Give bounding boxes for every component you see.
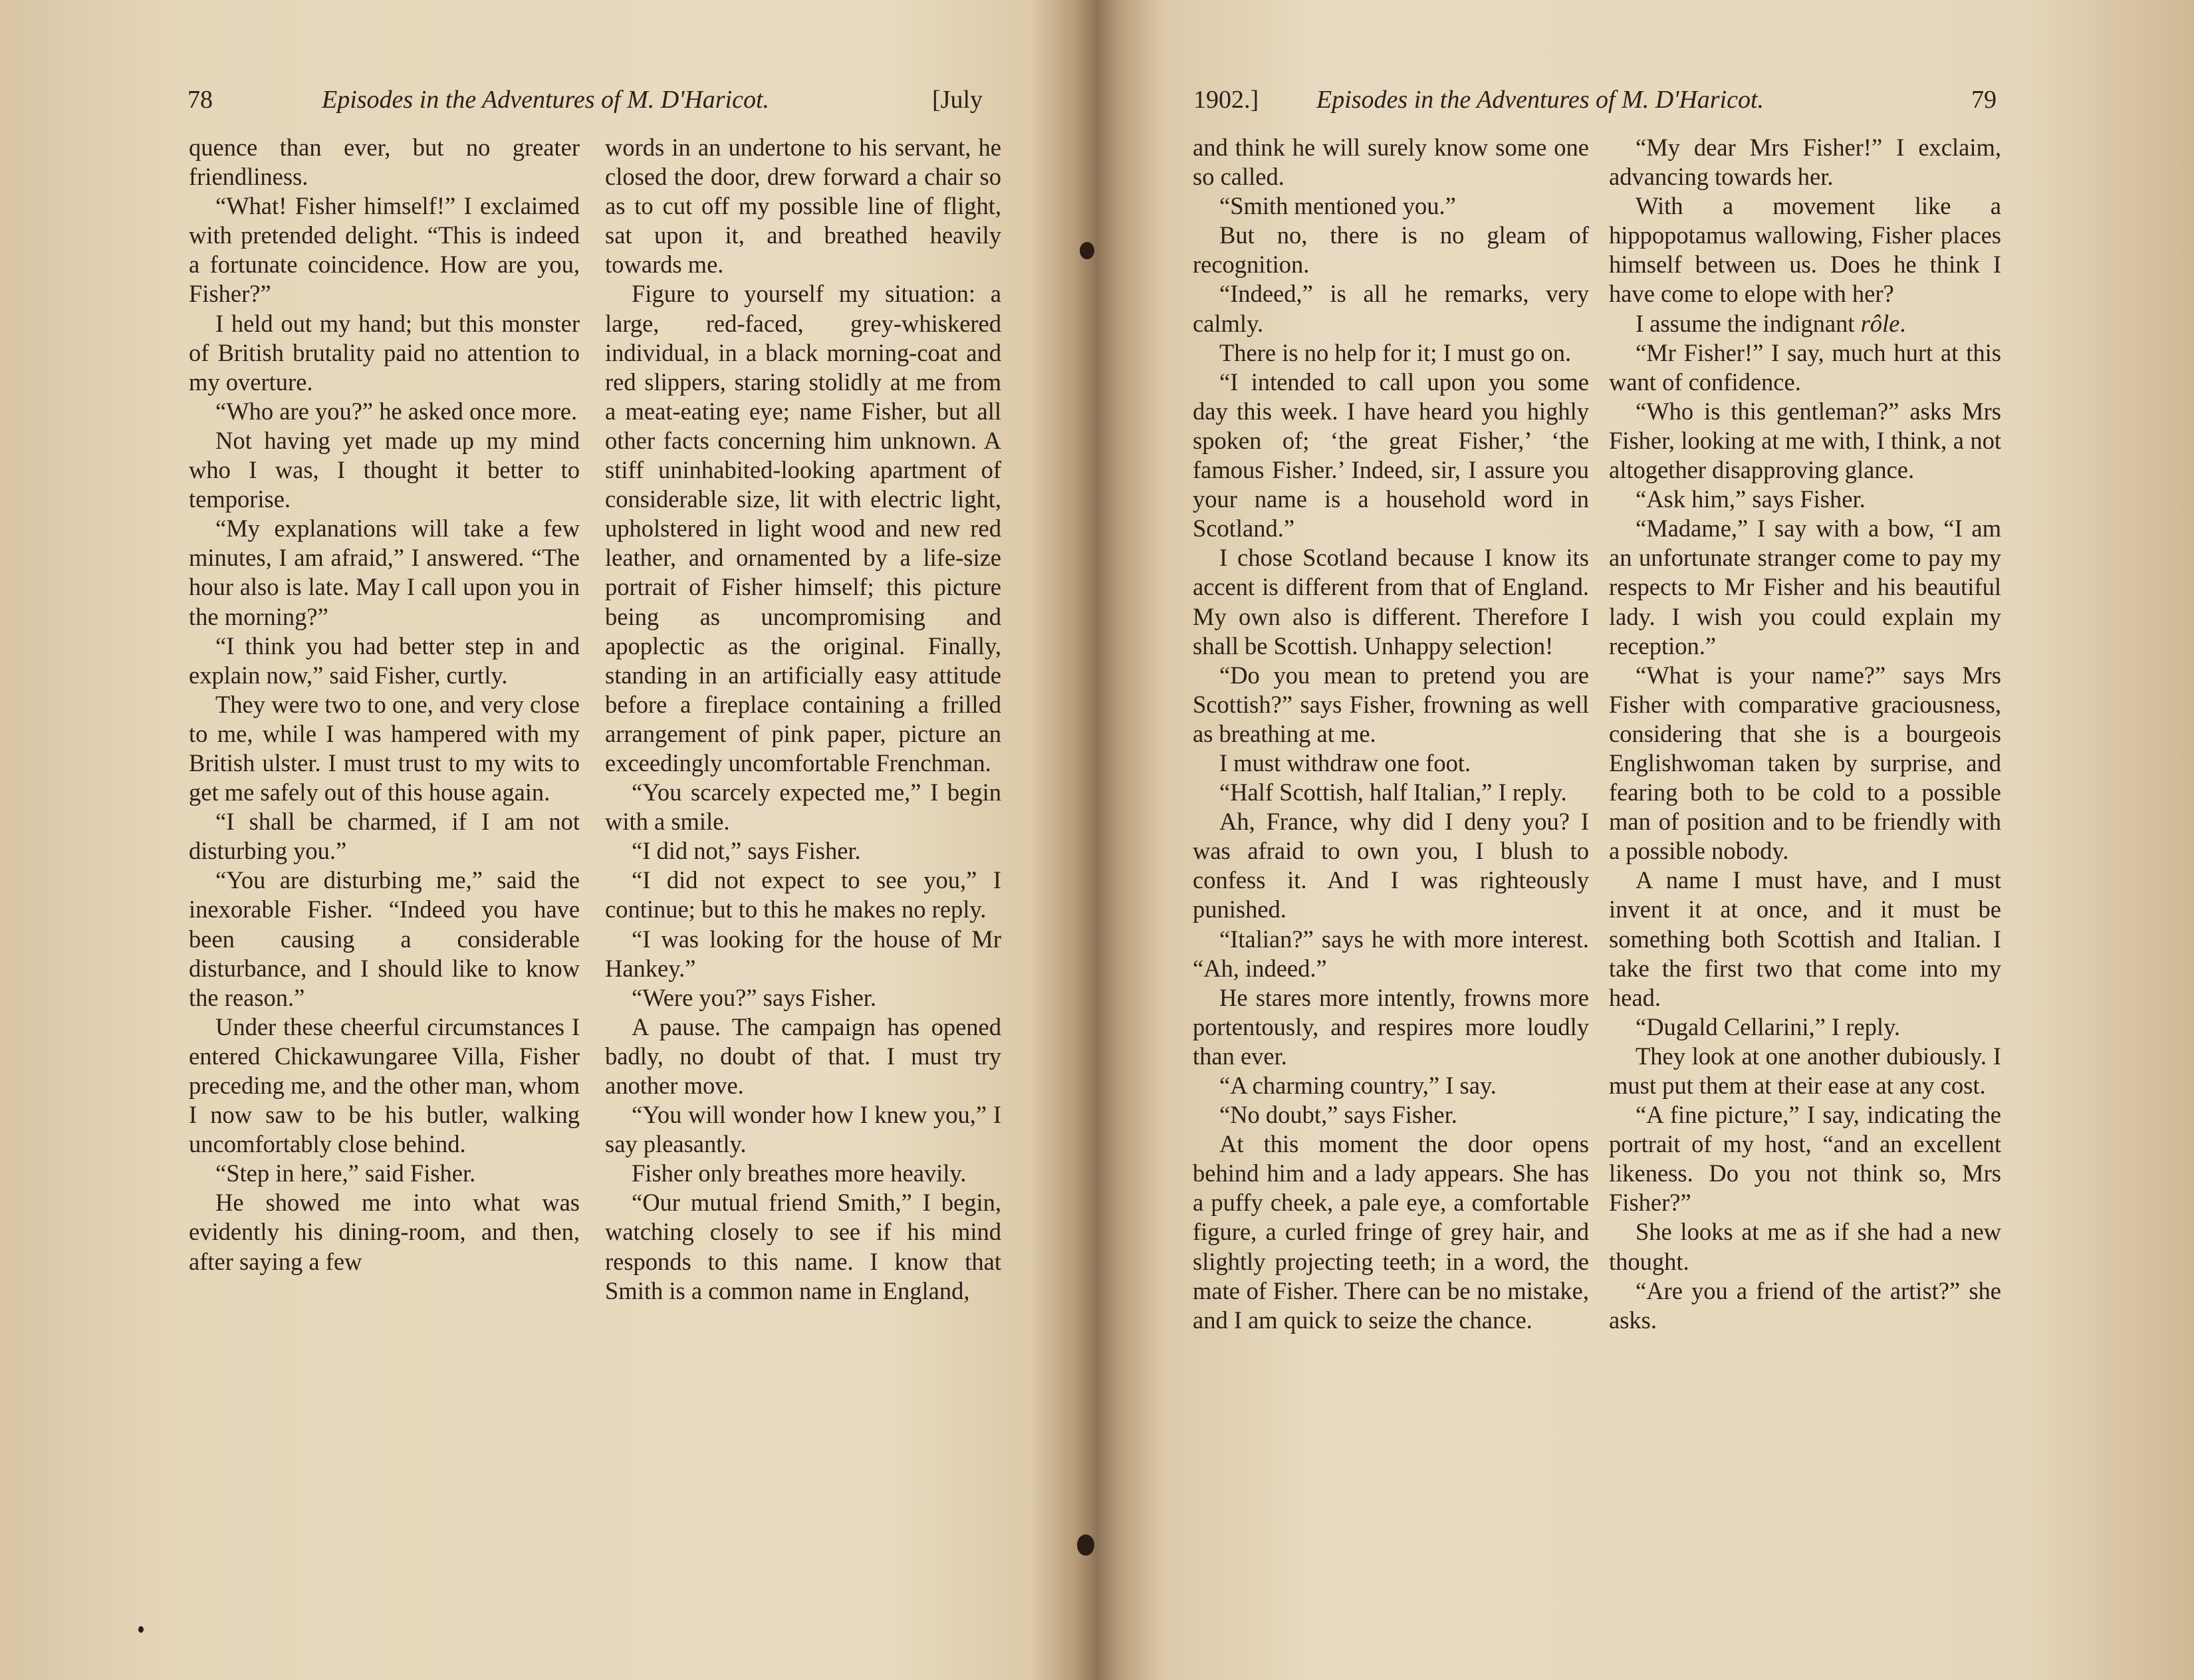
paragraph: “A fine picture,” I say, indicating the portrait of my host, “and an excellent likeness. Do you not think so, Mrs Fisher?” [1609,1101,2001,1217]
paragraph: “Who are you?” he asked once more. [215,397,578,425]
running-title: Episodes in the Adventures of M. D'Haricot. [322,86,770,114]
paragraph: Fisher only breathes more heavily. [632,1159,967,1187]
paragraph: But no, there is no gleam of recognition. [1193,221,1589,279]
paragraph: “I was looking for the house of Mr Hankey.” [605,925,1001,982]
role-text-before: I assume the indignant [1636,309,1861,337]
paragraph: At this moment the door opens behind him and a lady appears. She has a puffy cheek, a pale eye, a comfortable figure, a curled fringe of grey hair, and slightly projecting teeth; in a word, the mate of Fisher. There can be no mistake, and I am quick to seize the chance. [1193,1130,1589,1334]
paragraph: “Do you mean to pretend you are Scottish?” says Fisher, frowning as well as breathing at me. [1193,661,1589,747]
paragraph: A name I must have, and I must invent it at once, and it must be something both Scottish and Italian. I take the first two that come into my head. [1609,866,2001,1011]
paragraph: “What! Fisher himself!” I exclaimed with pretended delight. “This is indeed a fortunate coincidence. How are you, Fisher?” [189,192,580,308]
paragraph: Ah, France, why did I deny you? I was afraid to own you, I blush to confess it. And I was righteously punished. [1193,808,1589,923]
paragraph: A pause. The campaign has opened badly, no doubt of that. I must try another move. [605,1013,1001,1099]
paragraph: “You are disturbing me,” said the inexorable Fisher. “Indeed you have been causing a considerable disturbance, and I should like to know the reason.” [189,866,580,1011]
header-date: 1902.] [1193,86,1259,114]
paragraph: “Step in here,” said Fisher. [215,1159,476,1187]
paragraph: There is no help for it; I must go on. [1219,338,1572,366]
paragraph: words in an undertone to his servant, he closed the door, drew forward a chair so as to cut off my possible line of flight, sat upon it, and breathed heavily towards me. [605,134,1001,279]
paragraph: He showed me into what was evidently his dining-room, and then, after saying a few [189,1189,580,1275]
paragraph: “I think you had better step in and explain now,” said Fisher, curtly. [189,632,580,689]
paragraph: “Mr Fisher!” I say, much hurt at this want of confidence. [1609,338,2001,396]
paragraph-role [1609,309,2001,338]
right-column-2 [1609,133,2001,1335]
paragraph: “I intended to call upon you some day this week. I have heard you highly spoken of; ‘the great Fisher,’ ‘the famous Fisher.’ Indeed, sir, I assure you your name is a household word in Scotland.” [1193,368,1589,542]
paragraph: quence than ever, but no greater friendliness. [189,134,580,191]
paragraph: He stares more intently, frowns more portentously, and respires more loudly than ever. [1193,983,1589,1070]
left-page [0,0,1090,1680]
paragraph: “Half Scottish, half Italian,” I reply. [1219,779,1567,806]
paragraph: “A charming country,” I say. [1219,1072,1497,1099]
paragraph: They look at one another dubiously. I must put them at their ease at any cost. [1609,1042,2001,1099]
paragraph: “I did not,” says Fisher. [632,837,861,865]
header-date: [July [932,86,983,114]
paragraph: I must withdraw one foot. [1219,749,1471,777]
paragraph: “Smith mentioned you.” [1219,192,1456,220]
paragraph: “Italian?” says he with more interest. “Ah, indeed.” [1193,925,1589,982]
paragraph: “What is your name?” says Mrs Fisher with comparative graciousness, considering that she is a bourgeois Englishwoman taken by surprise, and fearing both to be cold to a possible man of position and to be friendly with a possible nobody. [1609,661,2001,865]
left-page-header [0,80,1090,120]
left-column-2 [605,133,1001,1306]
ink-speck [1077,1534,1094,1556]
right-page [1090,0,2194,1680]
paragraph: Figure to yourself my situation: a large, red-faced, grey-whiskered individual, in a black morning-coat and red slippers, staring stolidly at me from a meat-eating eye; name Fisher, but all other facts concerning him unknown. A stiff uninhabited-looking apartment of considerable size, lit with electric light, upholstered in light wood and new red leather, and ornamented by a life-size portrait of Fisher himself; this picture being as uncompromising and apoplectic as the original. Finally, standing in an artificially easy attitude before a fireplace containing a frilled arrangement of pink paper, picture an exceedingly uncomfortable Frenchman. [605,280,1001,777]
paragraph: “You scarcely expected me,” I begin with a smile. [605,779,1001,836]
right-column-1 [1193,133,1589,1335]
role-text-after: . [1899,309,1906,337]
paragraph: “Who is this gentleman?” asks Mrs Fisher, looking at me with, I think, a not altogether disapproving glance. [1609,397,2001,484]
paragraph: “My dear Mrs Fisher!” I exclaim, advancing towards her. [1609,134,2001,191]
paragraph: “Indeed,” is all he remarks, very calmly. [1193,280,1589,337]
paragraph: “Were you?” says Fisher. [632,983,877,1011]
paragraph: “Ask him,” says Fisher. [1636,485,1866,513]
page-number: 79 [1971,86,1997,114]
paragraph: “My explanations will take a few minutes, I am afraid,” I answered. “The hour also is late. May I call upon you in the morning?” [189,515,580,630]
paragraph: Not having yet made up my mind who I was, I thought it better to temporise. [189,426,580,513]
paragraph: I held out my hand; but this monster of British brutality paid no attention to my overture. [189,309,580,396]
paragraph: “I did not expect to see you,” I continue; but to this he makes no reply. [605,866,1001,923]
paragraph: They were two to one, and very close to me, while I was hampered with my British ulster. I must trust to my wits to get me safely out of this house again. [189,690,580,806]
page-number: 78 [187,86,213,114]
paragraph: With a movement like a hippopotamus wallowing, Fisher places himself between us. Does he think I have come to elope with her? [1609,192,2001,308]
paragraph: “Are you a friend of the artist?” she asks. [1609,1276,2001,1334]
paragraph: She looks at me as if she had a new thought. [1609,1218,2001,1275]
paragraph: “No doubt,” says Fisher. [1219,1101,1457,1129]
paragraph: “You will wonder how I knew you,” I say pleasantly. [605,1101,1001,1158]
role-text-italic: rôle [1860,309,1900,337]
ink-speck [1080,242,1094,259]
paragraph: “Madame,” I say with a bow, “I am an unfortunate stranger come to pay my respects to Mr Fisher and his beautiful lady. I wish you could explain my reception.” [1609,515,2001,660]
paragraph: “Our mutual friend Smith,” I begin, watching closely to see if his mind responds to this name. I know that Smith is a common name in England, [605,1189,1001,1304]
ink-speck [138,1626,144,1633]
paragraph: “Dugald Cellarini,” I reply. [1636,1013,1900,1040]
running-title: Episodes in the Adventures of M. D'Haricot. [1316,86,1765,114]
paragraph: and think he will surely know some one so called. [1193,134,1589,191]
paragraph: Under these cheerful circumstances I entered Chickawungaree Villa, Fisher preceding me, and the other man, whom I now saw to be his butler, walking uncomfortably close behind. [189,1013,580,1158]
paragraph: “I shall be charmed, if I am not disturbing you.” [189,808,580,865]
left-column-1 [189,133,580,1276]
paragraph: I chose Scotland because I know its accent is different from that of England. My own also is different. Therefore I shall be Scottish. Unhappy selection! [1193,544,1589,660]
right-page-header [1090,80,2194,120]
